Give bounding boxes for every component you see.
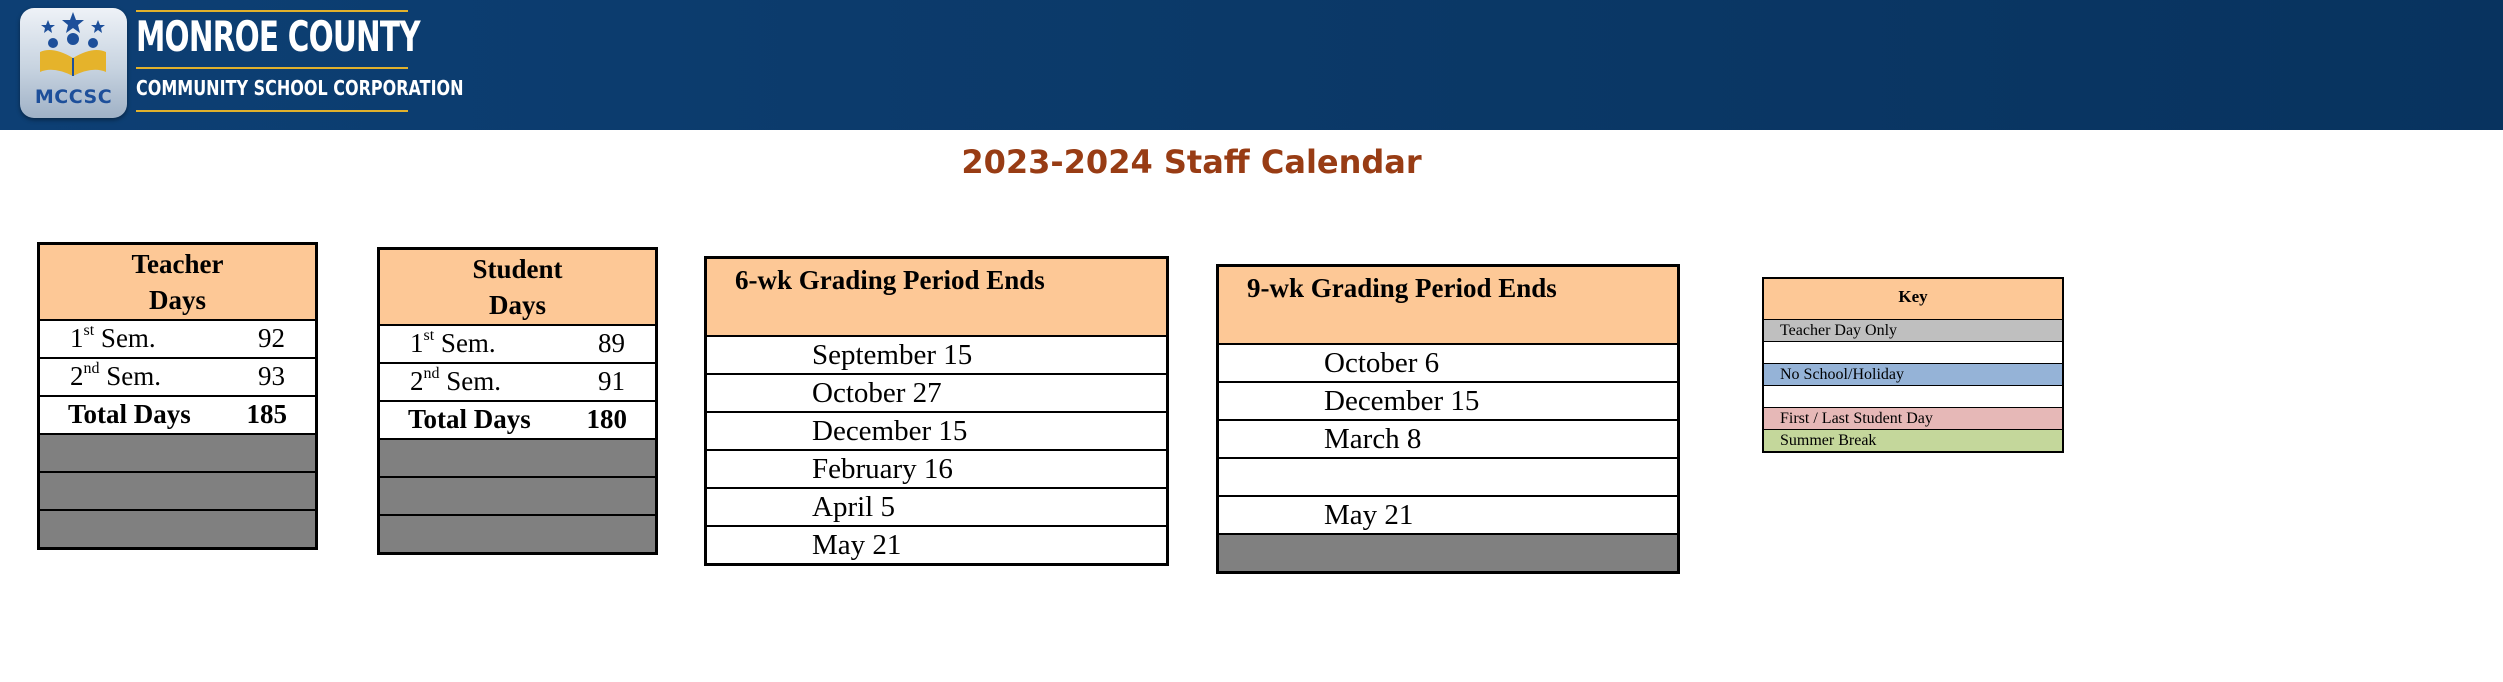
blank-gray-row [1218, 534, 1679, 573]
student-sem1-row: 1st Sem. 89 [379, 325, 657, 363]
six-week-grading-table [704, 256, 1169, 566]
teacher-days-table [37, 242, 318, 550]
blank-gray-row [39, 434, 317, 472]
blank-gray-row [379, 477, 657, 515]
key-title: Key [1764, 279, 2062, 320]
grading-date-row: February 16 [706, 450, 1168, 488]
key-no-school-holiday: No School/Holiday [1764, 364, 2062, 386]
teacher-sem1-row: 1st Sem. 92 [39, 320, 317, 358]
blank-gray-row [379, 439, 657, 477]
logo-rule-bottom [136, 110, 408, 112]
student-total-row: Total Days 180 [379, 401, 657, 439]
grading-date-row: May 21 [1218, 496, 1679, 534]
student-days-table [377, 247, 658, 555]
grading-date-row: April 5 [706, 488, 1168, 526]
blank-gray-row [39, 472, 317, 510]
grading-date-row: September 15 [706, 336, 1168, 374]
grading-date-row [1218, 458, 1679, 496]
district-subtitle: COMMUNITY SCHOOL CORPORATION [136, 76, 464, 100]
grading-date-row: March 8 [1218, 420, 1679, 458]
blank-gray-row [39, 510, 317, 549]
students-book-icon [20, 8, 127, 88]
student-sem2-row: 2nd Sem. 91 [379, 363, 657, 401]
key-spacer [1764, 386, 2062, 408]
grading-date-row: December 15 [1218, 382, 1679, 420]
site-header [0, 0, 2503, 130]
grading-date-row: May 21 [706, 526, 1168, 565]
grading-date-row: October 6 [1218, 344, 1679, 382]
district-name[interactable]: MONROE COUNTY [136, 12, 420, 61]
teacher-sem2-row: 2nd Sem. 93 [39, 358, 317, 396]
key-first-last-student-day: First / Last Student Day [1764, 408, 2062, 430]
blank-gray-row [379, 515, 657, 554]
grading-date-row: December 15 [706, 412, 1168, 450]
grading-date-row: October 27 [706, 374, 1168, 412]
student-days-header: Student Days [379, 249, 657, 326]
teacher-total-row: Total Days 185 [39, 396, 317, 434]
six-week-header: 6-wk Grading Period Ends [706, 258, 1168, 337]
calendar-key [1762, 277, 2064, 453]
mccsc-logo[interactable] [20, 8, 127, 118]
logo-rule-middle [136, 67, 408, 69]
key-summer-break: Summer Break [1764, 430, 2062, 451]
logo-abbreviation: MCCSC [34, 86, 113, 108]
key-spacer [1764, 342, 2062, 364]
key-teacher-day-only: Teacher Day Only [1764, 320, 2062, 342]
page-title: 2023-2024 Staff Calendar [961, 143, 1422, 181]
nine-week-grading-table [1216, 264, 1680, 574]
teacher-days-header: Teacher Days [39, 244, 317, 321]
nine-week-header: 9-wk Grading Period Ends [1218, 266, 1679, 345]
